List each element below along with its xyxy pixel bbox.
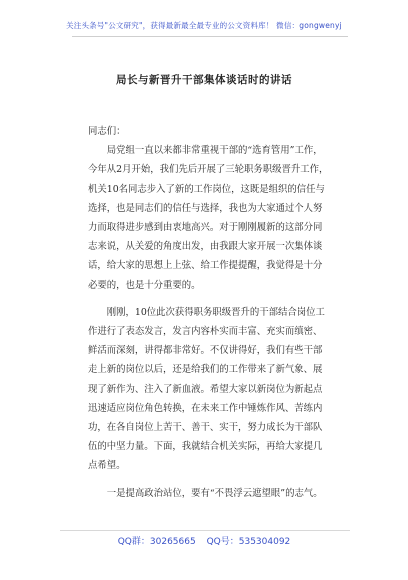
text-line: 伍的中坚力量。下面，我就结合机关实际，再给大家提几 bbox=[88, 441, 323, 453]
paragraph-3 bbox=[88, 484, 356, 503]
text-line: 功，在各自岗位上苦干、善干、实干，努力成长为干部队 bbox=[88, 422, 323, 434]
qq-group-label: QQ群：30265665 bbox=[117, 537, 196, 547]
text-line: 刚刚，10位此次获得职务职级晋升的干部结合岗位工 bbox=[88, 306, 325, 318]
text-line: 必要的，也是十分重要的。 bbox=[88, 279, 201, 291]
footer bbox=[0, 534, 408, 547]
text-line: 志来说，从关爱的角度出发，由我跟大家开展一次集体谈 bbox=[88, 241, 323, 253]
text-line: 点希望。 bbox=[88, 460, 126, 472]
qq-number-label: QQ号：535304092 bbox=[206, 537, 291, 547]
text-line: 局党组一直以来都非常重视干部的“选育管用”工作， bbox=[88, 145, 323, 157]
text-line: 一是提高政治站位，要有“不畏浮云遮望眼”的志气。 bbox=[88, 487, 323, 499]
text-line: 力而取得进步感到由衷地高兴。对于刚刚履新的这部分同 bbox=[88, 222, 323, 234]
header-divider bbox=[72, 36, 348, 37]
footer-divider bbox=[60, 530, 350, 531]
text-line: 现了新作为、注入了新血液。希望大家以新岗位为新起点 bbox=[88, 383, 323, 395]
document-body bbox=[88, 122, 356, 511]
text-line: 鲜活而深刻，讲得都非常好。不仅讲得好，我们有些干部 bbox=[88, 345, 323, 357]
paragraph-1 bbox=[88, 141, 356, 295]
document-title: 局长与新晋升干部集体谈话时的讲话 bbox=[116, 74, 292, 86]
text-line: 选择，也是同志们的信任与选择，我也为大家通过个人努 bbox=[88, 202, 323, 214]
text-line: 作进行了表态发言，发言内容朴实而丰富、充实而缜密、 bbox=[88, 326, 323, 338]
text-line: 机关10名同志步入了新的工作岗位，这既是组织的信任与 bbox=[88, 183, 325, 195]
text-line: 迅速适应岗位角色转换，在未来工作中锤炼作风、苦练内 bbox=[88, 402, 323, 414]
paragraph-2 bbox=[88, 303, 356, 476]
text-line: 话，给大家的思想上上弦、给工作提提醒，我觉得是十分 bbox=[88, 260, 323, 272]
header-note: 关注头条号"公文研究"，获得最新最全最专业的公文资料库！ 微信：gongwenyj bbox=[66, 21, 342, 30]
text-line: 走上新的岗位以后，还是给我们的工作带来了新气象、展 bbox=[88, 364, 323, 376]
text-line: 今年从2月开始，我们先后开展了三轮职务职级晋升工作， bbox=[88, 164, 329, 176]
salutation: 同志们： bbox=[88, 126, 126, 137]
